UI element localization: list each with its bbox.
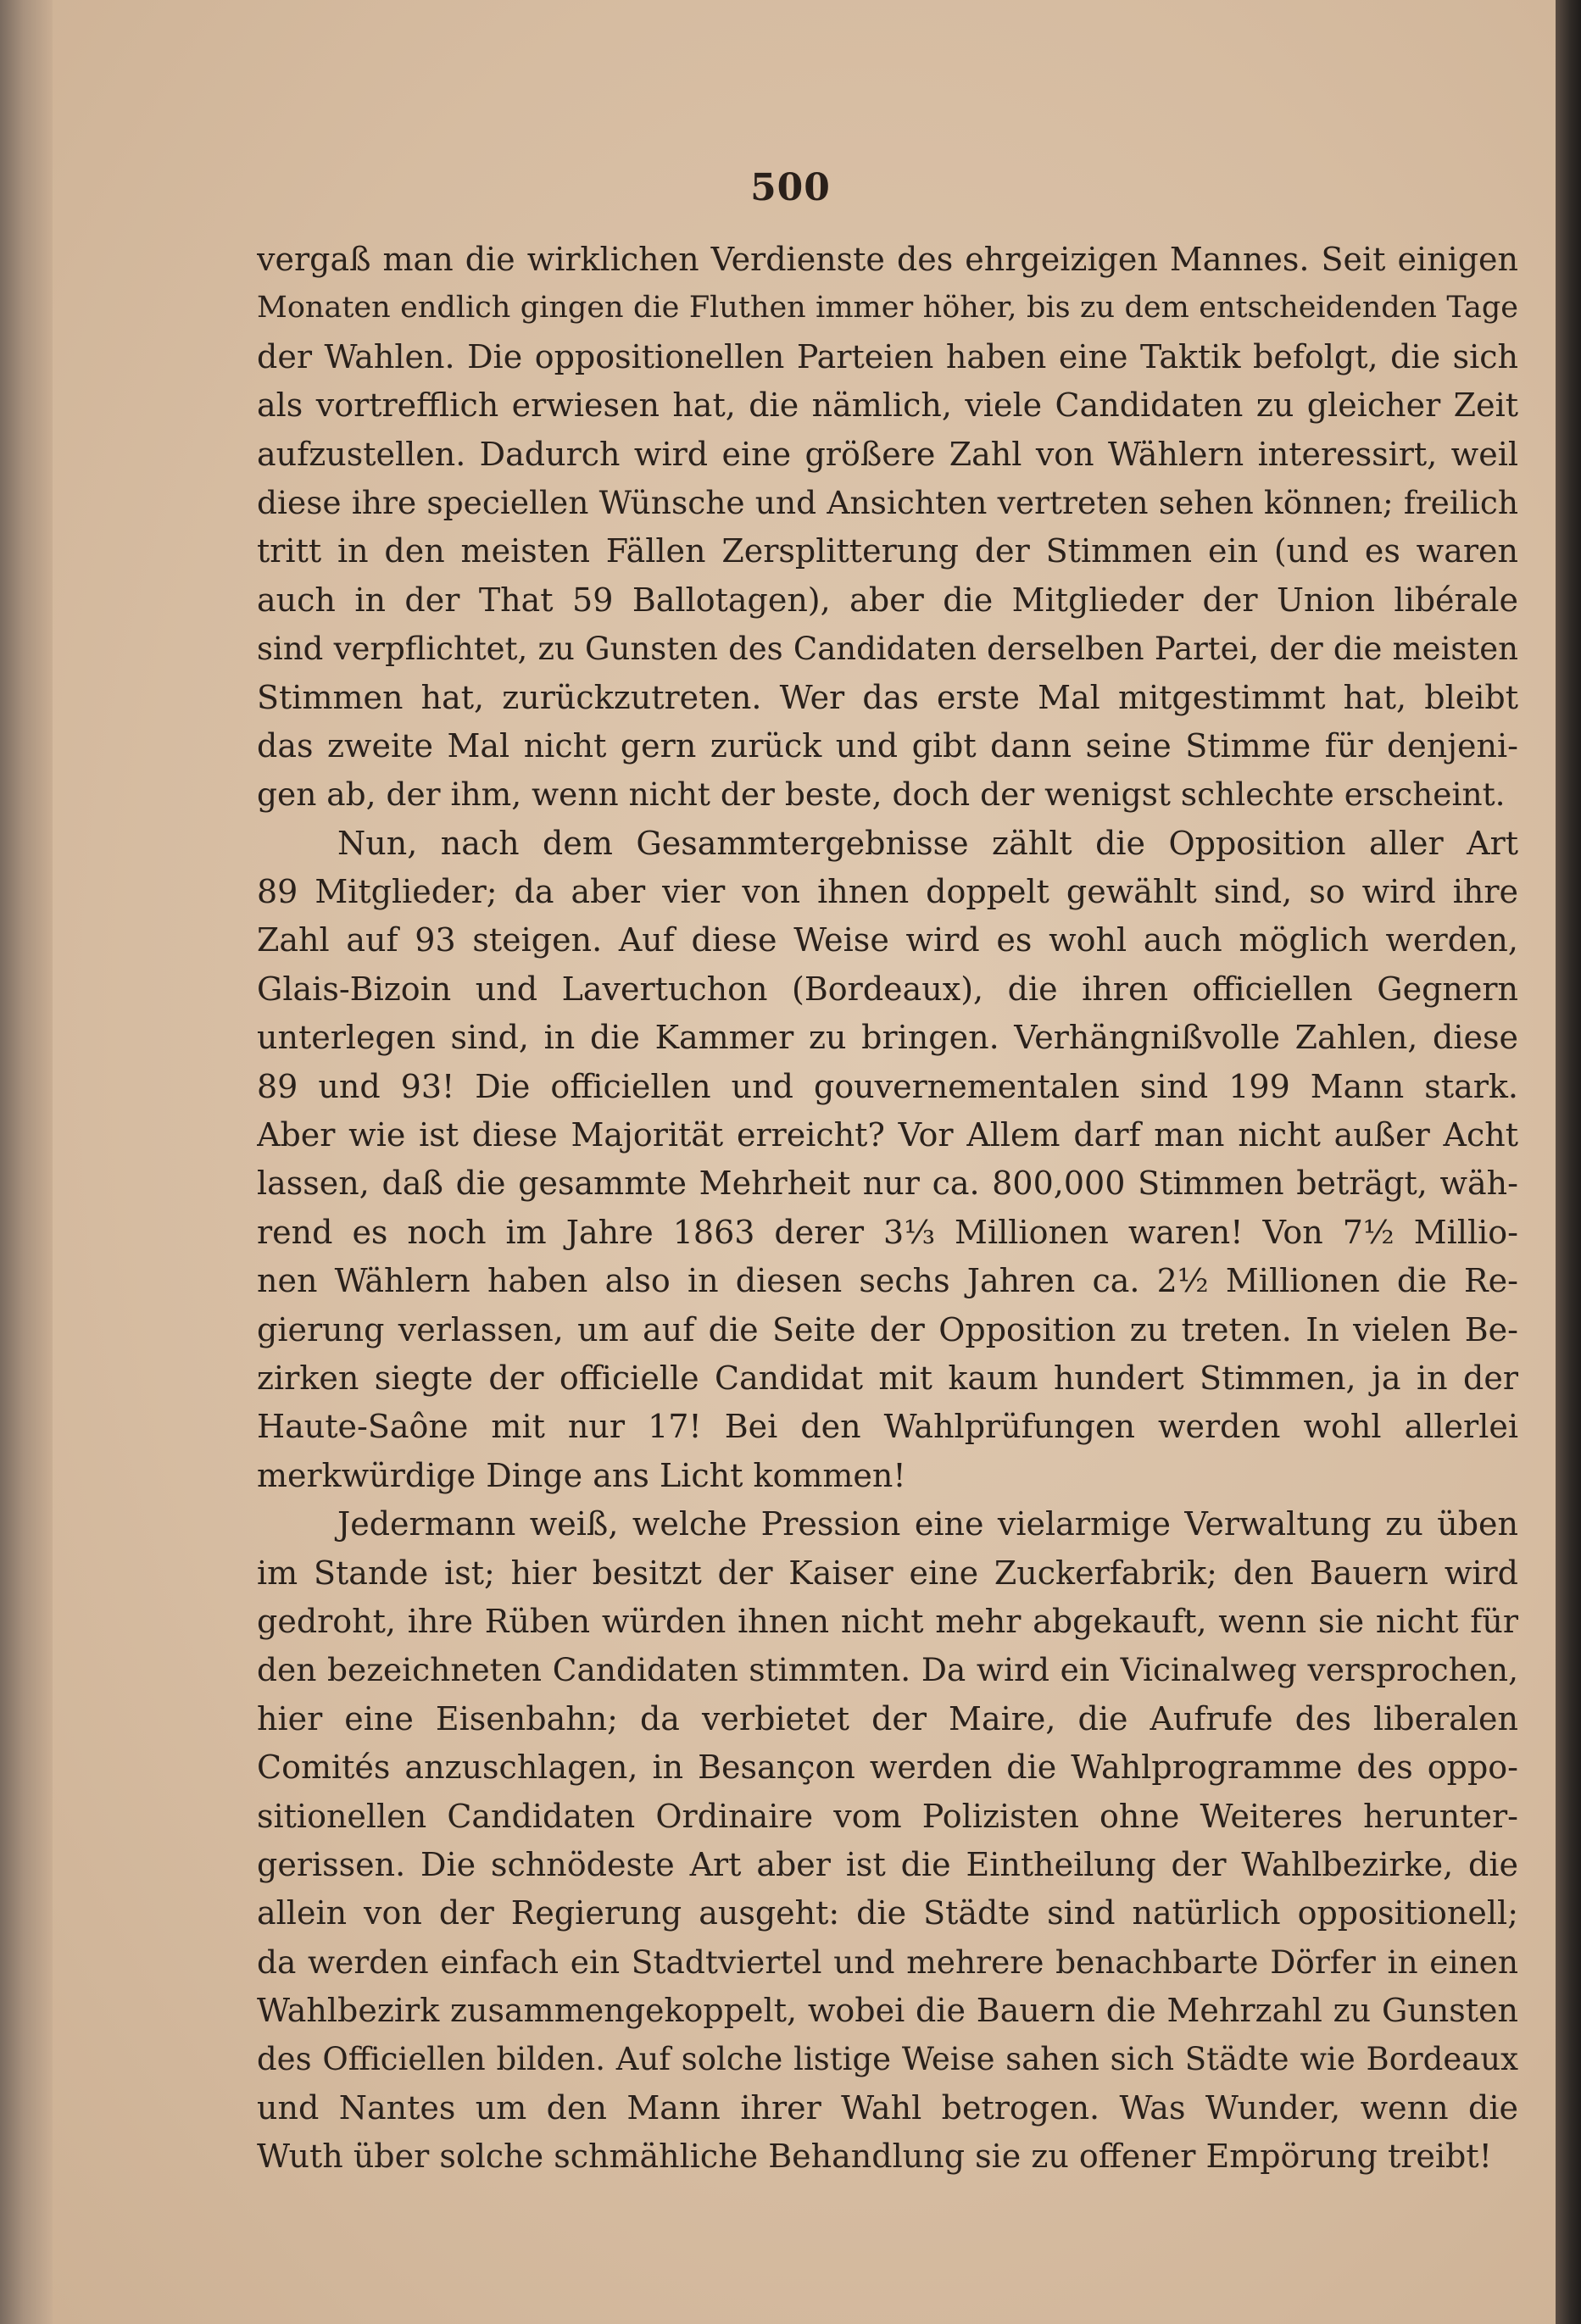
text-line: nen Wählern haben also in diesen sechs Jahren ca. 2½ Millionen die Re- [257, 1262, 1518, 1300]
text-line: merkwürdige Dinge ans Licht kommen! [257, 1456, 906, 1494]
text-line: gen ab, der ihm, wenn nicht der beste, doch der wenigst schlechte erscheint. [257, 776, 1506, 814]
text-line: Monaten endlich gingen die Fluthen immer höher, bis zu dem entscheidenden Tage [257, 291, 1518, 325]
text-line: des Officiellen bilden. Auf solche listige Weise sahen sich Städte wie Bordeaux [257, 2041, 1518, 2078]
text-line: sitionellen Candidaten Ordinaire vom Polizisten ohne Weiteres herunter- [257, 1797, 1518, 1835]
text-line: zirken siegte der officielle Candidat mit kaum hundert Stimmen, ja in der [257, 1359, 1518, 1397]
text-line: sind verpflichtet, zu Gunsten des Candidaten derselben Partei, der die meisten [257, 631, 1518, 668]
text-line: Stimmen hat, zurückzutreten. Wer das erste Mal mitgestimmt hat, bleibt [257, 678, 1518, 716]
text-line: gierung verlassen, um auf die Seite der Opposition zu treten. In vielen Be- [257, 1310, 1518, 1348]
text-line: Haute-Saône mit nur 17! Bei den Wahlprüfungen werden wohl allerlei [257, 1408, 1518, 1446]
text-line: auch in der That 59 Ballotagen), aber die Mitglieder der Union libérale [257, 581, 1518, 619]
body-text [257, 236, 1518, 2182]
text-line: als vortrefflich erwiesen hat, die nämlich, viele Candidaten zu gleicher Zeit [257, 386, 1518, 425]
text-line: allein von der Regierung ausgeht: die Städte sind natürlich oppositionell; [257, 1894, 1518, 1932]
text-line: Jedermann weiß, welche Pression eine vielarmige Verwaltung zu üben [337, 1505, 1518, 1543]
text-line: Wuth über solche schmähliche Behandlung sie zu offener Empörung treibt! [257, 2138, 1492, 2176]
text-line: 89 Mitglieder; da aber vier von ihnen doppelt gewählt sind, so wird ihre [257, 873, 1518, 911]
text-line: Wahlbezirk zusammengekoppelt, wobei die Bauern die Mehrzahl zu Gunsten [257, 1992, 1518, 2030]
text-line: im Stande ist; hier besitzt der Kaiser eine Zuckerfabrik; den Bauern wird [257, 1554, 1518, 1592]
text-line: 89 und 93! Die officiellen und gouvernementalen sind 199 Mann stark. [257, 1067, 1518, 1105]
text-line: hier eine Eisenbahn; da verbietet der Maire, die Aufrufe des liberalen [257, 1699, 1518, 1737]
binding-shadow [0, 0, 53, 2324]
text-line: den bezeichneten Candidaten stimmten. Da wird ein Vicinalweg versprochen, [257, 1651, 1518, 1689]
text-line: gedroht, ihre Rüben würden ihnen nicht mehr abgekauft, wenn sie nicht für [257, 1602, 1518, 1640]
text-line: der Wahlen. Die oppositionellen Parteien haben eine Taktik befolgt, die sich [257, 337, 1518, 375]
text-line: unterlegen sind, in die Kammer zu bringen. Verhängnißvolle Zahlen, diese [257, 1019, 1518, 1057]
text-line: aufzustellen. Dadurch wird eine größere Zahl von Wählern interessirt, weil [257, 435, 1518, 473]
text-line: und Nantes um den Mann ihrer Wahl betrogen. Was Wunder, wenn die [257, 2088, 1518, 2127]
text-line: tritt in den meisten Fällen Zersplitterung der Stimmen ein (und es waren [257, 532, 1518, 570]
text-line: Comités anzuschlagen, in Besançon werden die Wahlprogramme des oppo- [257, 1749, 1518, 1787]
text-line: Glais-Bizoin und Lavertuchon (Bordeaux), die ihren officiellen Gegnern [257, 970, 1518, 1008]
text-line: Nun, nach dem Gesammtergebnisse zählt die Opposition aller Art [337, 824, 1518, 862]
text-line: Zahl auf 93 steigen. Auf diese Weise wird es wohl auch möglich werden, [257, 921, 1518, 959]
text-line: da werden einfach ein Stadtviertel und mehrere benachbarte Dörfer in einen [257, 1943, 1518, 1981]
text-line: Aber wie ist diese Majorität erreicht? Vor Allem darf man nicht außer Acht [257, 1116, 1518, 1154]
text-line: lassen, daß die gesammte Mehrheit nur ca. 800,000 Stimmen beträgt, wäh- [257, 1165, 1518, 1203]
page-edge [1556, 0, 1581, 2324]
text-line: gerissen. Die schnödeste Art aber ist die Eintheilung der Wahlbezirke, die [257, 1845, 1518, 1883]
text-line: das zweite Mal nicht gern zurück und gibt dann seine Stimme für denjeni- [257, 726, 1518, 764]
text-line: vergaß man die wirklichen Verdienste des ehrgeizigen Mannes. Seit einigen [257, 241, 1518, 278]
page-number: 500 [750, 166, 831, 209]
text-line: rend es noch im Jahre 1863 derer 3⅓ Millionen waren! Von 7½ Millio- [257, 1213, 1518, 1251]
text-line: diese ihre speciellen Wünsche und Ansichten vertreten sehen können; freilich [257, 483, 1518, 521]
